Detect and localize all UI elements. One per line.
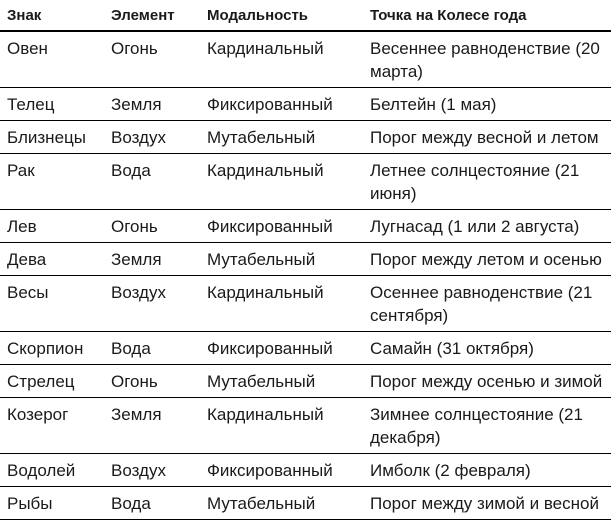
sign-cell: Рак — [0, 153, 104, 209]
wheel-point-cell: Имболк (2 февраля) — [363, 453, 611, 486]
sign-cell: Дева — [0, 242, 104, 275]
wheel-point-cell: Весеннее равноденствие (20 марта) — [363, 31, 611, 87]
table-row — [0, 209, 611, 242]
modality-cell: Кардинальный — [200, 275, 363, 331]
sign-cell: Овен — [0, 31, 104, 87]
wheel-point-cell: Порог между осенью и зимой — [363, 364, 611, 397]
table-body — [0, 31, 611, 519]
element-cell: Земля — [104, 397, 200, 453]
modality-cell: Фиксированный — [200, 453, 363, 486]
sign-cell: Стрелец — [0, 364, 104, 397]
sign-cell: Козерог — [0, 397, 104, 453]
table-row — [0, 242, 611, 275]
header-element: Элемент — [104, 0, 200, 31]
element-cell: Земля — [104, 242, 200, 275]
modality-cell: Кардинальный — [200, 153, 363, 209]
element-cell: Вода — [104, 153, 200, 209]
sign-cell: Весы — [0, 275, 104, 331]
table-row — [0, 453, 611, 486]
element-cell: Огонь — [104, 31, 200, 87]
wheel-point-cell: Белтейн (1 мая) — [363, 87, 611, 120]
element-cell: Вода — [104, 486, 200, 519]
header-modality: Модальность — [200, 0, 363, 31]
modality-cell: Мутабельный — [200, 486, 363, 519]
modality-cell: Мутабельный — [200, 242, 363, 275]
header-wheel-point: Точка на Колесе года — [363, 0, 611, 31]
header-row — [0, 0, 611, 31]
wheel-point-cell: Самайн (31 октября) — [363, 331, 611, 364]
sign-cell: Скорпион — [0, 331, 104, 364]
wheel-point-cell: Порог между летом и осенью — [363, 242, 611, 275]
sign-cell: Водолей — [0, 453, 104, 486]
wheel-point-cell: Порог между весной и летом — [363, 120, 611, 153]
modality-cell: Фиксированный — [200, 209, 363, 242]
element-cell: Огонь — [104, 364, 200, 397]
modality-cell: Кардинальный — [200, 397, 363, 453]
modality-cell: Мутабельный — [200, 364, 363, 397]
sign-cell: Лев — [0, 209, 104, 242]
sign-cell: Телец — [0, 87, 104, 120]
element-cell: Воздух — [104, 120, 200, 153]
wheel-point-cell: Лугнасад (1 или 2 августа) — [363, 209, 611, 242]
table-row — [0, 275, 611, 331]
wheel-point-cell: Зимнее солнцестояние (21 декабря) — [363, 397, 611, 453]
table-header — [0, 0, 611, 31]
wheel-point-cell: Летнее солнцестояние (21 июня) — [363, 153, 611, 209]
table-row — [0, 120, 611, 153]
wheel-point-cell: Осеннее равноденствие (21 сентября) — [363, 275, 611, 331]
table-row — [0, 331, 611, 364]
table-row — [0, 364, 611, 397]
modality-cell: Мутабельный — [200, 120, 363, 153]
sign-cell: Рыбы — [0, 486, 104, 519]
table-row — [0, 31, 611, 87]
sign-cell: Близнецы — [0, 120, 104, 153]
element-cell: Огонь — [104, 209, 200, 242]
wheel-point-cell: Порог между зимой и весной — [363, 486, 611, 519]
table-row — [0, 153, 611, 209]
table-row — [0, 397, 611, 453]
element-cell: Воздух — [104, 453, 200, 486]
modality-cell: Кардинальный — [200, 31, 363, 87]
element-cell: Воздух — [104, 275, 200, 331]
element-cell: Земля — [104, 87, 200, 120]
modality-cell: Фиксированный — [200, 331, 363, 364]
header-sign: Знак — [0, 0, 104, 31]
table-row — [0, 87, 611, 120]
modality-cell: Фиксированный — [200, 87, 363, 120]
element-cell: Вода — [104, 331, 200, 364]
table-row — [0, 486, 611, 519]
